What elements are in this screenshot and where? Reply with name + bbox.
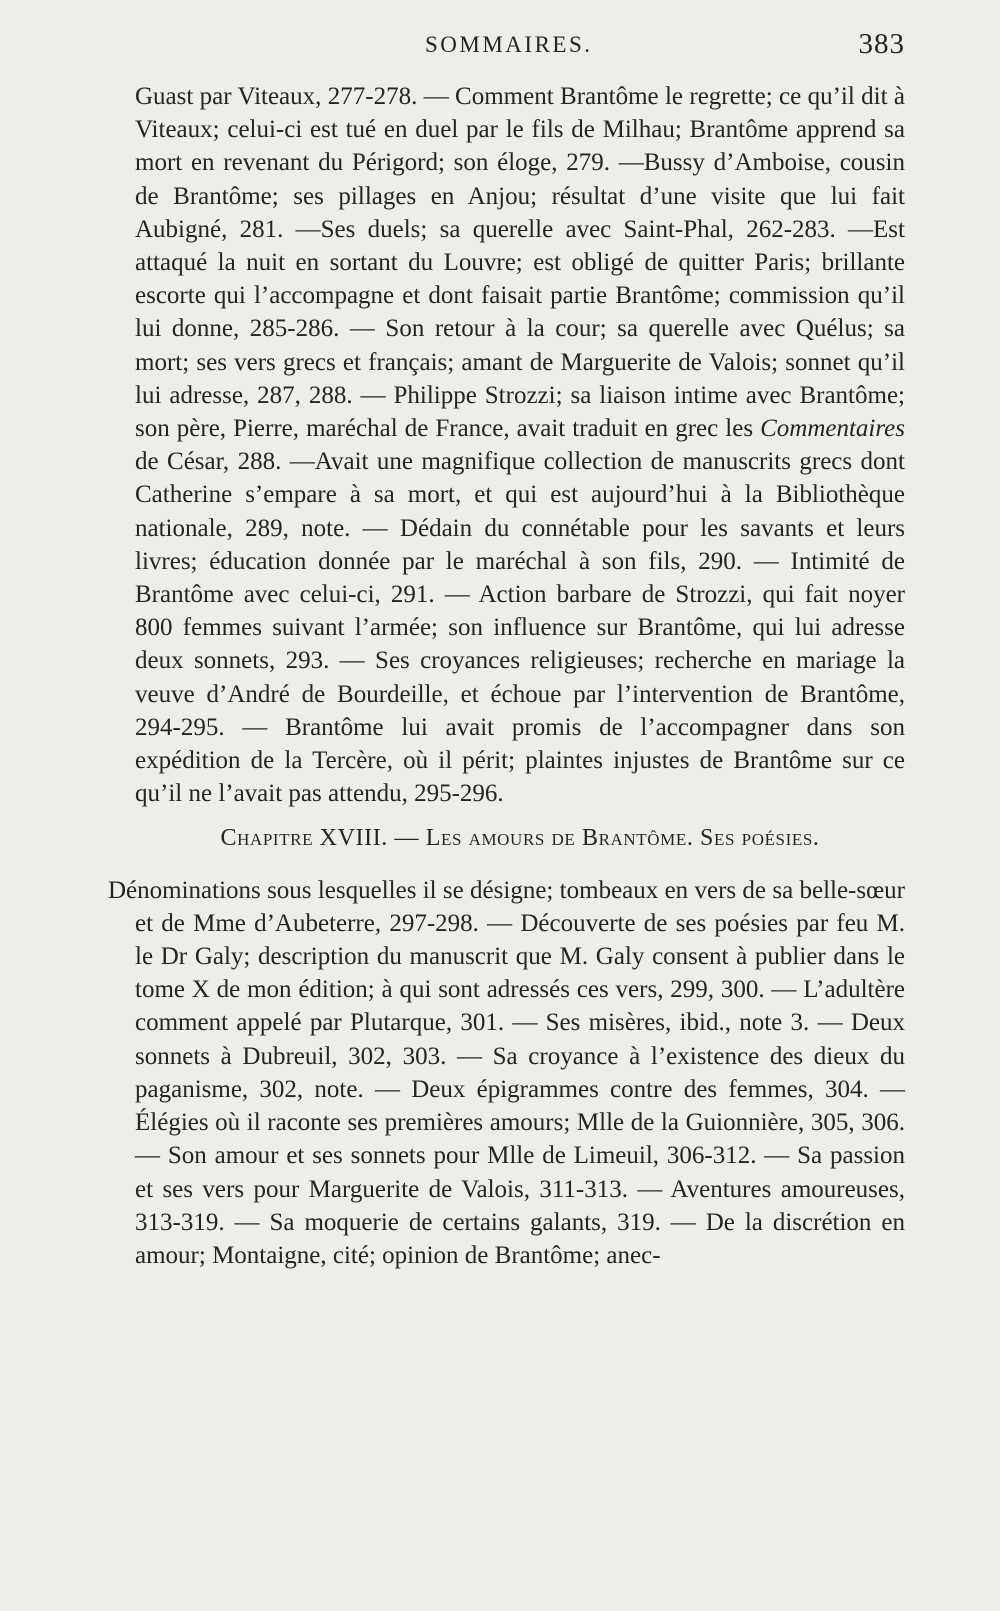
paragraph-chapter-xviii: Dénominations sous lesquelles il se désigne; tombeaux en vers de sa belle-sœur et de Mme d’Aubeterre, 297-298. — Découverte de ses poésies par feu M. le Dr Galy; description du manuscrit que M. Galy consent à publier dans le tome X de mon édition; à qui sont adressés ces vers, 299, 300. — L’adultère comment appelé par Plutarque, 301. — Ses misères, ibid., note 3. — Deux sonnets à Dubreuil, 302, 303. — Sa croyance à l’existence des dieux du paganisme, 302, note. — Deux épigrammes contre des femmes, 304. — Élégies où il raconte ses premières amours; Mlle de la Guionnière, 305, 306. — Son amour et ses sonnets pour Mlle de Limeuil, 306-312. — Sa passion et ses vers pour Marguerite de Valois, 311-313. — Aventures amoureuses, 313-319. — Sa moquerie de certains galants, 319. — De la discrétion en amour; Montaigne, cité; opinion de Brantôme; anec- (108, 876, 905, 1269)
chapter-heading: Chapitre XVIII. — Les amours de Brantôme. Ses poésies. (220, 825, 820, 852)
running-head: SOMMAIRES. (425, 32, 593, 57)
paragraph-chapter-xvii-continued (135, 80, 905, 810)
paragraph-1-text-b: de César, 288. —Avait une magnifique collection de manuscrits grecs dont Catherine s’empare à sa mort, et qui est aujourd’hui à la Bibliothèque nationale, 289, note. — Dédain du connétable pour les savants et leurs livres; éducation donnée par le maréchal à son fils, 290. — Intimité de Brantôme avec celui-ci, 291. — Action barbare de Strozzi, qui fait noyer 800 femmes suivant l’armée; son influence sur Brantôme, qui lui adresse deux sonnets, 293. — Ses croyances religieuses; recherche en mariage la veuve d’André de Bourdeille, et échoue par l’intervention de Brantôme, 294-295. — Brantôme lui avait promis de l’accompagner dans son expédition de la Tercère, où il périt; plaintes injustes de Brantôme sur ce qu’il ne l’avait pas attendu, 295-296. (135, 448, 905, 808)
paragraph-1-text-a: Guast par Viteaux, 277-278. — Comment Brantôme le regrette; ce qu’il dit à Viteaux; celui-ci est tué en duel par le fils de Milhau; Brantôme apprend sa mort en revenant du Périgord; son éloge, 279. —Bussy d’Amboise, cousin de Brantôme; ses pillages en Anjou; résultat d’une visite que lui fait Aubigné, 281. —Ses duels; sa querelle avec Saint-Phal, 262-283. —Est attaqué la nuit en sortant du Louvre; est obligé de quitter Paris; brillante escorte qui l’accompagne et dont faisait partie Brantôme; commission qu’il lui donne, 285-286. — Son retour à la cour; sa querelle avec Quélus; sa mort; ses vers grecs et français; amant de Marguerite de Valois; sonnet qu’il lui adresse, 287, 288. — Philippe Strozzi; sa liaison intime avec Brantôme; son père, Pierre, maréchal de France, avait traduit en grec les (135, 83, 905, 443)
page-number: 383 (858, 28, 905, 60)
summary-text (108, 80, 905, 1272)
page-header (135, 28, 905, 64)
italic-title-commentaires: Commentaires (760, 415, 905, 443)
